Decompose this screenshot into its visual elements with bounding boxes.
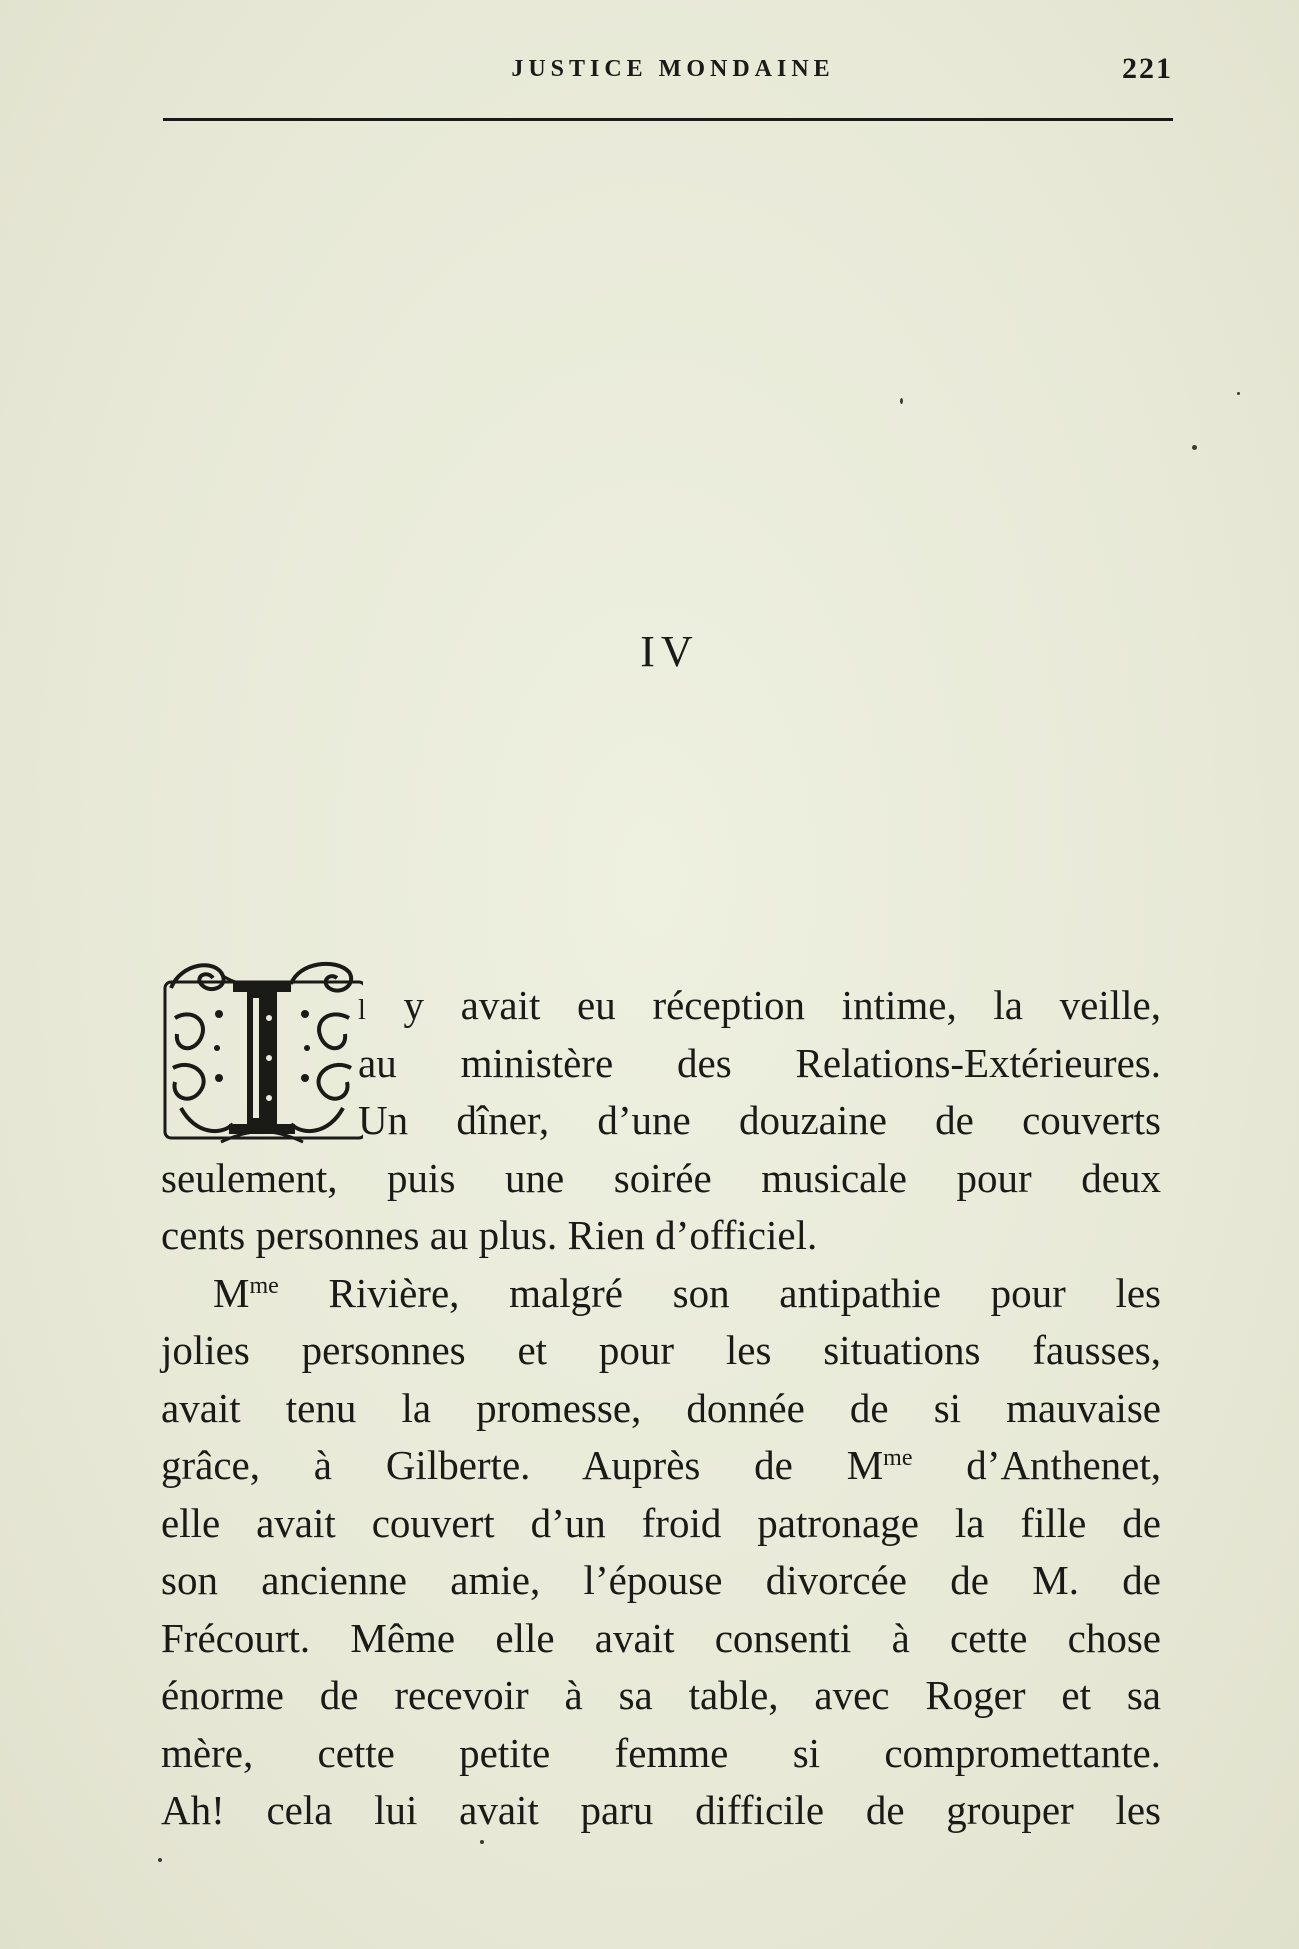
- text-line: [161, 1035, 1161, 1093]
- text-line: [161, 1725, 1161, 1783]
- running-head: [163, 52, 1173, 92]
- text-line: [161, 1322, 1161, 1380]
- line-text: jolies personnes et pour les situations fausses,: [161, 1327, 1161, 1373]
- paper-speck: [1237, 392, 1240, 395]
- line-text: cents personnes au plus. Rien d’officiel.: [161, 1212, 818, 1258]
- text-line: [161, 1207, 1161, 1265]
- line-text: M: [213, 1269, 250, 1316]
- line-text: Rivière, malgré son antipathie pour les: [278, 1269, 1161, 1316]
- line-text: avait tenu la promesse, donnée de si mauvaise: [161, 1384, 1161, 1431]
- line-text: Frécourt. Même elle avait consenti à cette chose: [161, 1614, 1161, 1661]
- line-text: énorme de recevoir à sa table, avec Roger et sa: [161, 1672, 1161, 1718]
- header-rule: [163, 118, 1173, 121]
- page-number: 221: [1122, 52, 1173, 85]
- line-text: d’Anthenet,: [912, 1442, 1161, 1488]
- line-text: elle avait couvert d’un froid patronage la fille de: [161, 1499, 1161, 1546]
- text-line: [161, 1782, 1161, 1840]
- paper-speck: [900, 398, 903, 404]
- paper-speck: [480, 1840, 484, 1844]
- text-line: [161, 977, 1161, 1035]
- text-line: [161, 1437, 1161, 1495]
- line-text: seulement, puis une soirée musicale pour deux: [161, 1154, 1161, 1201]
- superscript: me: [883, 1445, 913, 1471]
- line-text: mère, cette petite femme si compromettante.: [161, 1729, 1161, 1776]
- superscript: me: [249, 1272, 279, 1299]
- smallcap-l: l: [358, 995, 367, 1026]
- text-line: [161, 1150, 1161, 1208]
- text-line: [161, 1265, 1161, 1323]
- line-text: son ancienne amie, l’épouse divorcée de M. de: [161, 1557, 1161, 1603]
- body-text: [161, 977, 1161, 1840]
- line-text: au ministère des Relations-Extérieures.: [358, 1039, 1161, 1086]
- line-text: grâce, à Gilberte. Auprès de M: [161, 1442, 884, 1488]
- text-line: [161, 1092, 1161, 1150]
- text-line: [161, 1667, 1161, 1725]
- text-line: [161, 1552, 1161, 1610]
- line-text: y avait eu réception intime, la veille,: [366, 982, 1161, 1028]
- text-line: [161, 1610, 1161, 1668]
- running-title: JUSTICE MONDAINE: [511, 56, 835, 82]
- line-text: Un dîner, d’une douzaine de couverts: [358, 1097, 1161, 1143]
- line-text: Ah! cela lui avait paru difficile de grouper les: [161, 1787, 1161, 1833]
- text-line: [161, 1380, 1161, 1438]
- text-line: [161, 1495, 1161, 1553]
- paper-speck: [1192, 445, 1197, 450]
- chapter-number: IV: [640, 627, 699, 676]
- paper-speck: [158, 1858, 162, 1862]
